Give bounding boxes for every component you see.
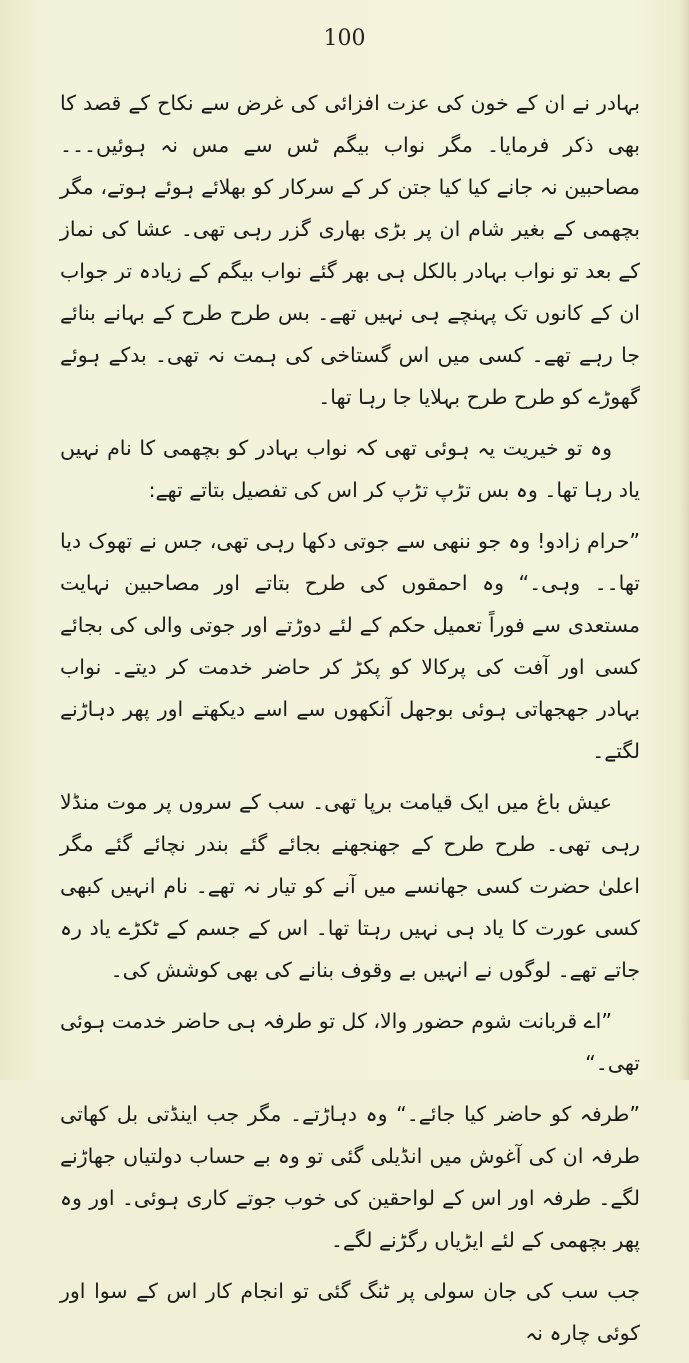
paragraph: وہ تو خیریت یہ ہوئی تھی کہ نواب بہادر کو بچھمی کا نام نہیں یاد رہا تھا۔ وہ بس تڑپ تڑپ کر اس کی تفصیل بتاتے تھے: bbox=[60, 436, 640, 502]
paragraph: بہادر نے ان کے خون کی عزت افزائی کی غرض سے نکاح کے قصد کا بھی ذکر فرمایا۔ مگر نواب بیگم ٹس سے مس نہ ہوئیں۔۔۔ مصاحبین نہ جانے کیا کیا جتن کر کے سرکار کو بھلائے ہوئے ہوتے، مگر بچھمی کے بغیر شام ان پر بڑی بھاری گزر رہی تھی۔ عشا کی نماز کے بعد تو نواب بہادر بالکل ہی بھر گئے نواب بیگم کے زیادہ تر جواب ان کے کانوں تک پہنچے ہی نہیں تھے۔ بس طرح طرح کے بہانے بنائے جا رہے تھے۔ کسی میں اس گستاخی کی ہمت نہ تھی۔ بدکے ہوئے گھوڑے کو طرح طرح بہلایا جا رہا تھا۔ bbox=[60, 91, 640, 409]
paragraph: جب سب کی جان سولی پر ٹنگ گئی تو انجام کار اس کے سوا اور کوئی چارہ نہ bbox=[60, 1279, 640, 1345]
paragraph: ”حرام زادو! وہ جو ننھی سے جوتی دکھا رہی تھی، جس نے تھوک دیا تھا۔۔ وہی۔“ وہ احمقوں کی طرح بتاتے اور مصاحبین نہایت مستعدی سے فوراً تعمیل حکم کے لئے دوڑتے اور جوتی والی کی بجائے کسی اور آفت کی پرکالا کو پکڑ کر حاضر خدمت کر دیتے۔ نواب بہادر جھجھاتی ہوئی بوجھل آنکھوں سے اسے دیکھتے اور پھر دہاڑنے لگتے۔ bbox=[60, 529, 640, 763]
page-number: 100 bbox=[323, 26, 366, 51]
paragraph: ”اے قربانت شوم حضور والا، کل تو طرفہ ہی حاضر خدمت ہوئی تھی۔“ bbox=[60, 1009, 640, 1075]
page-body bbox=[60, 82, 640, 1363]
page-spine-shadow bbox=[679, 0, 689, 1080]
paragraph: عیش باغ میں ایک قیامت برپا تھی۔ سب کے سروں پر موت منڈلا رہی تھی۔ طرح طرح کے جھنجھنے بجائے گئے بندر نچائے گئے مگر اعلیٰ حضرت کسی جھانسے میں آنے کو تیار نہ تھے۔ نام انہیں کبھی کسی عورت کا یاد ہی نہیں رہتا تھا۔ اس کے جسم کے ٹکڑے یاد رہ جاتے تھے۔ لوگوں نے انہیں بے وقوف بنانے کی بھی کوشش کی۔ bbox=[60, 790, 640, 982]
paragraph: ”طرفہ کو حاضر کیا جائے۔“ وہ دہاڑتے۔ مگر جب اینڈتی بل کھاتی طرفہ ان کی آغوش میں انڈیلی گئی تو وہ بے حساب دولتیاں جھاڑنے لگے۔ طرفہ اور اس کے لواحقین کی خوب جوتے کاری ہوئی۔ اور وہ پھر بچھمی کے لئے ایڑیاں رگڑنے لگے۔ bbox=[60, 1102, 640, 1252]
